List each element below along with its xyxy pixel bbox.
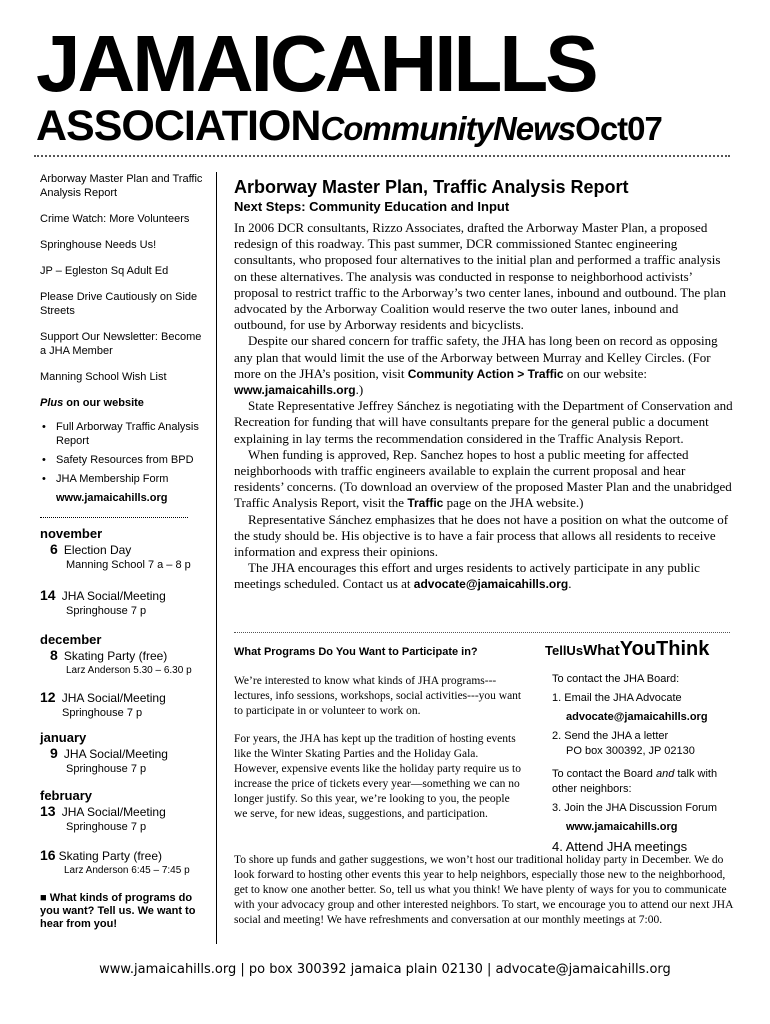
event-day: 14 [40, 587, 56, 603]
calendar-event [40, 648, 210, 678]
programs-title: What Programs Do You Want to Participate in? [234, 646, 478, 658]
website-heading [40, 396, 210, 410]
calendar-month: december [40, 632, 102, 647]
paragraph-text: . [568, 576, 572, 592]
toc-item[interactable]: Crime Watch: More Volunteers [40, 213, 190, 225]
masthead-association: ASSOCIATION [36, 102, 321, 150]
traffic-page-link[interactable]: Traffic [407, 496, 444, 511]
calendar-month: november [40, 526, 103, 541]
main-article [234, 176, 734, 593]
article-paragraph [234, 333, 734, 398]
event-place: Springhouse 7 p [66, 763, 147, 775]
step: 1. Email the JHA Advocate [552, 692, 682, 704]
event-title: JHA Social/Meeting [61, 691, 166, 705]
calendar-event [40, 848, 210, 878]
paragraph-text: The JHA encourages this effort and urges residents to actively participate in any public meetings scheduled. Contact us at [234, 560, 700, 592]
article-subtitle: Next Steps: Community Education and Input [234, 199, 510, 214]
contact-board: To contact the JHA Board: [552, 673, 680, 685]
article-paragraph: State Representative Jeffrey Sánchez is negotiating with the Department of Conservation and Recreation for funding that will have consultants prepare for the general public a document explaining in lay terms the recommendation considered in the Traffic Analysis Report. [234, 398, 733, 446]
plus-word: Plus [40, 397, 64, 409]
website-link[interactable]: www.jamaicahills.org [56, 492, 168, 504]
event-day: 13 [40, 803, 56, 819]
contact-text: and [655, 768, 675, 780]
traffic-link[interactable]: Community Action > Traffic [407, 366, 564, 381]
plus-rest: on our website [63, 397, 144, 409]
article-paragraph [234, 560, 734, 592]
calendar-month: february [40, 788, 93, 803]
masthead-month: Oct07 [575, 110, 662, 147]
toc-item[interactable]: JP – Egleston Sq Adult Ed [40, 265, 169, 277]
sidebar-divider [40, 517, 188, 518]
article-title: Arborway Master Plan, Traffic Analysis Report [234, 177, 629, 197]
event-title: Election Day [63, 543, 132, 557]
programs-callout: ■ What kinds of programs do you want? Tell us. We want to hear from you! [40, 892, 196, 930]
step: 2. Send the JHA a letter [552, 730, 669, 742]
sidebar [40, 172, 210, 931]
mail-address: PO box 300392, JP 02130 [566, 745, 695, 757]
website-item[interactable]: • Full Arborway Traffic Analysis Report [40, 420, 210, 448]
step: 3. Join the JHA Discussion Forum [552, 802, 718, 814]
event-title: JHA Social/Meeting [63, 747, 168, 761]
calendar-month: january [40, 730, 87, 745]
website-item[interactable]: • Safety Resources from BPD [40, 453, 210, 467]
event-day: 8 [50, 647, 58, 663]
event-day: 9 [50, 745, 58, 761]
tell-title-part: YouThink [619, 638, 710, 660]
footer: www.jamaicahills.org | po box 300392 jamaica plain 02130 | advocate@jamaicahills.org [99, 962, 671, 977]
event-title: Skating Party (free) [63, 649, 168, 663]
calendar-event [40, 804, 210, 834]
section-divider [234, 632, 730, 633]
event-place: Springhouse 7 p [66, 605, 147, 617]
programs-paragraph: We’re interested to know what kinds of JHA programs---lectures, info sessions, workshops, social activities---you want to participate in or volunteer to work on. [234, 675, 522, 717]
event-day: 16 [40, 847, 56, 863]
event-title: Skating Party (free) [58, 849, 163, 863]
paragraph-text: on our website: [563, 365, 648, 381]
event-place: Manning School 7 a – 8 p [66, 559, 191, 571]
event-place: Larz Anderson 6:45 – 7:45 p [64, 865, 190, 876]
masthead [36, 19, 736, 153]
contact-text: talk with other neighbors: [552, 768, 718, 795]
article-body [234, 220, 734, 593]
programs-text [234, 674, 524, 835]
programs-paragraph: For years, the JHA has kept up the tradition of hosting events like the Winter Skating Parties and the Holiday Gala. However, expensive events like the holiday party require us to increase the price of tickets every year—something we can no longer justify. So this year, we’re looking to you, the people we serve, for new ideas, suggestions, and participation. [234, 733, 521, 820]
event-day: 6 [50, 541, 58, 557]
toc-item[interactable]: Support Our Newsletter: Become a JHA Member [40, 331, 202, 357]
website-link[interactable]: www.jamaicahills.org [234, 383, 356, 398]
toc-item[interactable]: Manning School Wish List [40, 371, 167, 383]
paragraph-text: When funding is approved, Rep. Sanchez hopes to host a public meeting for affected neighborhoods with traffic engineers available to explain the current proposal and hear residents’ concerns. (To download an overview of the proposed Master Plan and the unabridged Traffic Analysis Report, visit the [234, 446, 732, 511]
toc-item[interactable]: Arborway Master Plan and Traffic Analysis Report [40, 173, 203, 199]
event-place: Springhouse 7 p [62, 707, 143, 719]
event-day: 12 [40, 689, 56, 705]
contact-board-neighbors [552, 767, 738, 797]
calendar-event [40, 746, 210, 776]
tell-us-title [545, 638, 709, 661]
article-paragraph: In 2006 DCR consultants, Rizzo Associates, drafted the Arborway Master Plan, a proposed redesign of this roadway. This past summer, DCR commissioned Stantec engineering consultants, who proposed four alternatives to the initial plan and performed a traffic analysis on these alternatives. The analysis was conducted in response to neighborhood activists’ proposal to restrict traffic to the Arborway’s two center lanes, inbound and outbound. The plan advocated by the Arborway Coalition would reserve the two outer lanes, inbound and outbound, for use by Arborway residents and bicyclists. [234, 220, 726, 333]
step: 4. Attend JHA meetings [552, 839, 688, 854]
paragraph-text: Despite our shared concern for traffic safety, the JHA has long been on record as opposing any plan that would limit the use of the Arborway between Murray and Kelley Circles. (For more on the JHA’s position, visit [234, 333, 718, 381]
tell-title-part: What [583, 642, 620, 659]
event-title: JHA Social/Meeting [61, 589, 166, 603]
toc-item[interactable]: Springhouse Needs Us! [40, 239, 157, 251]
tell-us-box [552, 672, 738, 854]
calendar-event [40, 542, 210, 572]
toc-item[interactable]: Please Drive Cautiously on Side Streets [40, 291, 198, 317]
masthead-subtitle [36, 102, 736, 153]
calendar-event [40, 588, 210, 618]
masthead-community-news: CommunityNews [320, 110, 576, 147]
website-list [40, 420, 210, 486]
website-item[interactable]: • JHA Membership Form [40, 472, 210, 486]
event-place: Larz Anderson 5.30 – 6.30 p [66, 665, 192, 676]
advocate-email-link[interactable]: advocate@jamaicahills.org [566, 711, 708, 723]
tell-title-part: TellUs [545, 643, 584, 658]
event-place: Springhouse 7 p [66, 821, 147, 833]
forum-link[interactable]: www.jamaicahills.org [566, 821, 678, 833]
column-rule [216, 172, 217, 944]
event-title: JHA Social/Meeting [61, 805, 166, 819]
paragraph-text: page on the JHA website.) [443, 495, 584, 511]
article-paragraph [234, 447, 734, 512]
programs-closing: To shore up funds and gather suggestions, we won’t host our traditional holiday party in December. We do look forward to hosting other events this year to help neighbors, especially those new to the neighborhood, get to know one another better. So, tell us what you think! We have plenty of ways for you to communicate with your advocacy group and other interested neighbors. To start, we encourage you to attend our next JHA social and meeting! We have refreshments and conversation at our monthly meetings at 7:00. [234, 854, 733, 926]
contact-text: To contact the Board [552, 768, 656, 780]
calendar-event [40, 690, 210, 720]
paragraph-text: .) [355, 382, 364, 398]
masthead-divider [34, 155, 730, 157]
article-paragraph: Representative Sánchez emphasizes that he does not have a position on what the outcome of the study should be. His objective is to have a fair process that allows all residents to receive information and express their opinions. [234, 511, 729, 560]
email-link[interactable]: advocate@jamaicahills.org [413, 577, 569, 592]
masthead-title: JAMAICAHILLS [36, 19, 596, 108]
